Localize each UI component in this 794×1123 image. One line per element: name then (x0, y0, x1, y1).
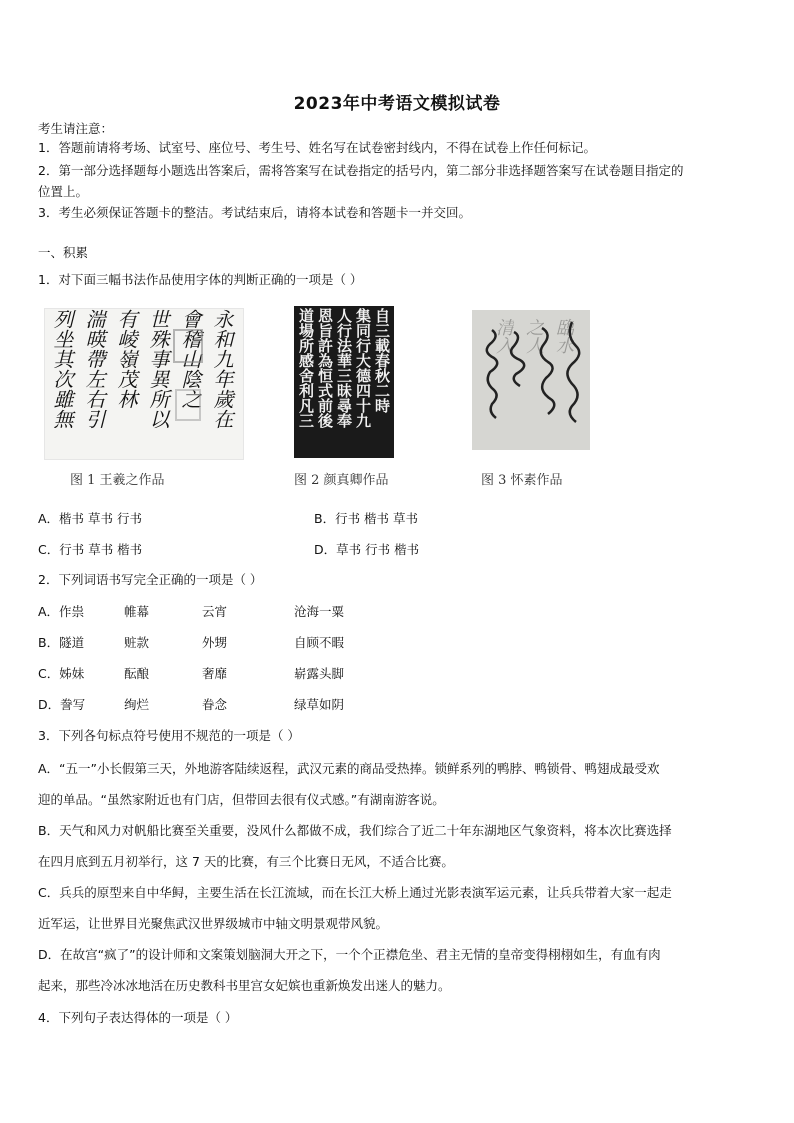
word-option: 眷念 (202, 697, 228, 712)
calligraphy-column: 臨水 (553, 318, 574, 354)
option-line: B．天气和风力对帆船比赛至关重要，没风什么都做不成，我们综合了近二十年东湖地区气象资料，将本次比赛选择 (38, 823, 672, 838)
notice-item: 位置上。 (38, 184, 89, 199)
calligraphy-figure-1 (44, 308, 244, 460)
word-option: D．誊写 (38, 697, 86, 712)
figure-caption: 图 2 颜真卿作品 (294, 473, 389, 488)
calligraphy-column: 清入 (493, 318, 514, 354)
calligraphy-column: 列坐其次雖無 (50, 309, 74, 429)
word-option: 奢靡 (202, 666, 228, 681)
word-option: A．作祟 (38, 604, 85, 619)
option-a: A．楷书 草书 行书 (38, 511, 142, 526)
seal-stamp (175, 389, 201, 421)
calligraphy-column: 有崚嶺茂林 (114, 309, 138, 409)
option-line: A．“五一”小长假第三天，外地游客陆续返程，武汉元素的商品受热捧。锁鲜系列的鸭脖、鸭锁骨、鸭翅成最受欢 (38, 761, 660, 776)
question-stem: 2．下列词语书写完全正确的一项是（ ） (38, 572, 263, 587)
option-b: B．行书 楷书 草书 (314, 511, 419, 526)
notice-heading: 考生请注意： (38, 121, 114, 136)
word-option: 崭露头脚 (294, 666, 345, 681)
section-heading: 一、积累 (38, 245, 89, 260)
option-line: D．在故宫“疯了”的设计师和文案策划脑洞大开之下，一个个正襟危坐、君主无情的皇帝变得栩栩如生，有血有肉 (38, 947, 661, 962)
word-option: 沧海一粟 (294, 604, 345, 619)
option-line: C．兵兵的原型来自中华鲟，主要生活在长江流域，而在长江大桥上通过光影表演军运元素，让兵兵带着大家一起走 (38, 885, 672, 900)
calligraphy-column: 之人 (523, 318, 544, 354)
word-option: C．姊妹 (38, 666, 85, 681)
word-option: 云宵 (202, 604, 228, 619)
notice-item: 2．第一部分选择题每小题选出答案后，需将答案写在试卷指定的括号内，第二部分非选择题答案写在试卷题目指定的 (38, 163, 684, 178)
calligraphy-column: 人行法華三昧尋奉 (335, 308, 353, 428)
option-line: 在四月底到五月初举行，这 7 天的比赛，有三个比赛日无风，不适合比赛。 (38, 854, 454, 869)
calligraphy-figure-3 (472, 310, 590, 450)
page-title: 2023年中考语文模拟试卷 (293, 94, 501, 114)
calligraphy-column: 恩旨許為恒式前後 (316, 308, 334, 428)
word-option: 绿草如阴 (294, 697, 345, 712)
word-option: B．隧道 (38, 635, 85, 650)
calligraphy-column: 會稽山陰之 (178, 309, 202, 409)
figure-caption: 图 1 王羲之作品 (70, 473, 165, 488)
word-option: 赃款 (124, 635, 150, 650)
word-option: 绚烂 (124, 697, 150, 712)
calligraphy-column: 集同行大德四十九 (354, 308, 372, 428)
option-line: 迎的单品。“虽然家附近也有门店，但带回去很有仪式感。”有湖南游客说。 (38, 792, 445, 807)
word-option: 自顾不暇 (294, 635, 345, 650)
question-stem: 3．下列各句标点符号使用不规范的一项是（ ） (38, 728, 300, 743)
calligraphy-figure-2 (294, 306, 394, 458)
notice-item: 1．答题前请将考场、试室号、座位号、考生号、姓名写在试卷密封线内，不得在试卷上作任何标记。 (38, 140, 596, 155)
option-c: C．行书 草书 楷书 (38, 542, 143, 557)
calligraphy-column: 世殊事異所以 (146, 309, 170, 429)
calligraphy-column: 永和九年歲在 (210, 309, 234, 429)
question-stem: 1．对下面三幅书法作品使用字体的判断正确的一项是（ ） (38, 272, 363, 287)
option-line: 起来，那些冷冰冰地活在历史教科书里宫女妃嫔也重新焕发出迷人的魅力。 (38, 978, 451, 993)
word-option: 外甥 (202, 635, 228, 650)
question-stem: 4．下列句子表达得体的一项是（ ） (38, 1010, 238, 1025)
word-option: 帷幕 (124, 604, 150, 619)
calligraphy-column: 道場所感舍利凡三 (297, 308, 315, 428)
option-line: 近军运，让世界目光聚焦武汉世界级城市中轴文明景观带风貌。 (38, 916, 389, 931)
seal-stamp (173, 329, 203, 363)
calligraphy-column: 自三載春秋二時 (373, 308, 391, 413)
calligraphy-column: 湍暎帶左右引 (82, 309, 106, 429)
word-option: 酝酿 (124, 666, 150, 681)
option-d: D．草书 行书 楷书 (314, 542, 420, 557)
notice-item: 3．考生必须保证答题卡的整洁。考试结束后，请将本试卷和答题卡一并交回。 (38, 205, 471, 220)
figure-caption: 图 3 怀素作品 (481, 473, 563, 488)
